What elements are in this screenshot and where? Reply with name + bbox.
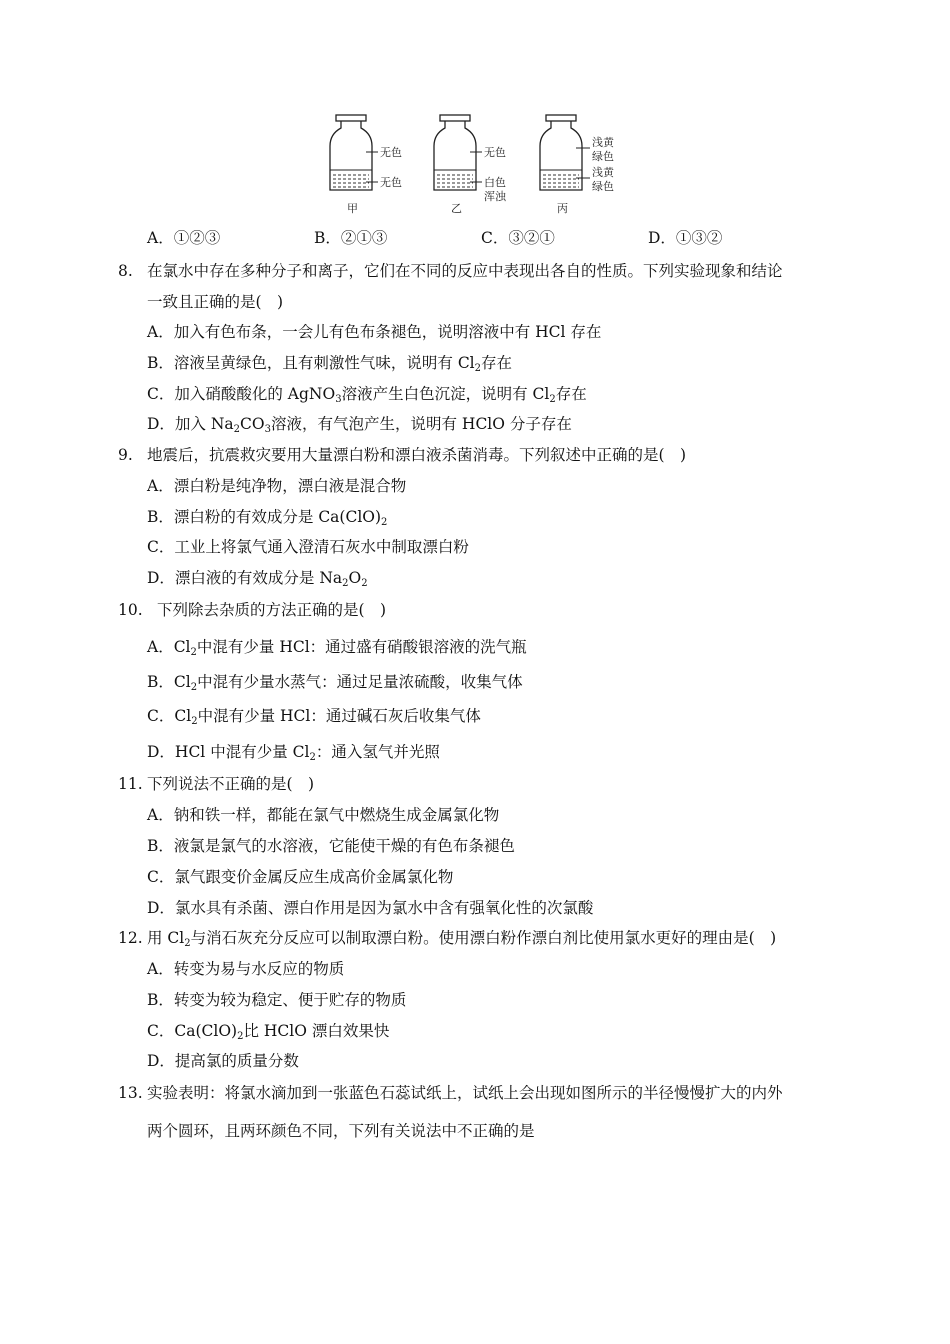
q11-number: 11. <box>118 775 143 793</box>
q10-a-sub: 2 <box>190 647 197 658</box>
q10-b-text-end: 中混有少量水蒸气：通过足量浓硫酸，收集气体 <box>197 673 523 691</box>
q13-number: 13. <box>118 1084 143 1102</box>
q10-b-text: B．Cl <box>147 673 191 691</box>
q10-a-text-end: 中混有少量 HCl：通过盛有硝酸银溶液的洗气瓶 <box>196 638 527 656</box>
bottle-yi-top-label: 无色 <box>484 146 506 159</box>
q7-option-b: B．②①③ <box>314 229 388 247</box>
q12-number: 12. <box>118 929 143 947</box>
q8-b-sub: 2 <box>474 363 482 374</box>
q10-c-text: C．Cl <box>147 707 192 725</box>
q11-option-c: C．氯气跟变价金属反应生成高价金属氯化物 <box>147 868 454 886</box>
q10-a-text: A．Cl <box>147 638 191 656</box>
q9-number: 9. <box>118 446 133 464</box>
q8-d-text-end: 溶液，有气泡产生，说明有 HClO 分子存在 <box>271 415 572 433</box>
bottle-bing-name: 丙 <box>557 202 568 215</box>
q8-option-b <box>147 353 512 373</box>
q10-number: 10. <box>118 601 143 619</box>
q8-c-text: C．加入硝酸酸化的 AgNO <box>147 385 336 403</box>
q7-option-d: D．①③② <box>648 229 723 247</box>
q8-d-text-mid: CO <box>240 415 265 433</box>
q12-c-text-end: 比 HClO 漂白效果快 <box>243 1022 390 1040</box>
q8-stem-line1: 在氯水中存在多种分子和离子，它们在不同的反应中表现出各自的性质。下列实验现象和结论 <box>147 262 783 280</box>
q10-c-sub: 2 <box>191 716 198 727</box>
q11-option-d: D．氯水具有杀菌、漂白作用是因为氯水中含有强氧化性的次氯酸 <box>147 899 594 917</box>
q8-option-d <box>147 414 572 434</box>
q9-b-sub: 2 <box>381 517 388 528</box>
q12-stem-text-end: 与消石灰充分反应可以制取漂白粉。使用漂白粉作漂白剂比使用氯水更好的理由是( ) <box>190 929 777 947</box>
q8-option-a: A．加入有色布条，一会儿有色布条褪色，说明溶液中有 HCl 存在 <box>147 323 602 341</box>
q8-d-sub2: 3 <box>264 424 271 435</box>
q8-c-sub2: 2 <box>549 394 556 405</box>
q10-d-text-end: ：通入氢气并光照 <box>315 743 440 761</box>
bottle-bing <box>540 115 615 215</box>
q9-option-d <box>147 568 368 588</box>
bottle-jia <box>330 115 402 215</box>
bottle-bing-bottom-label-1: 浅黄 <box>592 166 614 179</box>
q9-d-sub2: 2 <box>361 578 368 589</box>
q8-c-text-end: 存在 <box>555 385 587 403</box>
q9-option-c: C．工业上将氯气通入澄清石灰水中制取漂白粉 <box>147 538 469 556</box>
q12-stem-text: 用 Cl <box>147 929 185 947</box>
q8-c-text-mid: 溶液产生白色沉淀，说明有 Cl <box>341 385 550 403</box>
q9-option-a: A．漂白粉是纯净物，漂白液是混合物 <box>147 477 407 495</box>
q12-c-text: C．Ca(ClO) <box>147 1022 238 1040</box>
q7-option-c: C．③②① <box>481 229 555 247</box>
q8-option-c <box>147 384 587 404</box>
q8-b-text: B．溶液呈黄绿色，且有刺激性气味，说明有 Cl <box>147 354 475 372</box>
q13-stem-line2: 两个圆环，且两环颜色不同，下列有关说法中不正确的是 <box>147 1122 535 1140</box>
gas-bottles-figure <box>326 112 626 222</box>
q7-option-a: A．①②③ <box>147 229 221 247</box>
q10-stem-line1: 下列除去杂质的方法正确的是( ) <box>157 601 387 619</box>
q11-stem-line1: 下列说法不正确的是( ) <box>147 775 315 793</box>
q10-option-c <box>147 706 481 726</box>
q13-stem-line1: 实验表明：将氯水滴加到一张蓝色石蕊试纸上，试纸上会出现如图所示的半径慢慢扩大的内外 <box>147 1084 783 1102</box>
q9-b-text: B．漂白粉的有效成分是 Ca(ClO) <box>147 508 382 526</box>
bottle-bing-top-label-2: 绿色 <box>592 150 614 163</box>
q10-d-sub: 2 <box>309 752 316 763</box>
bottle-bing-bottom-label-2: 绿色 <box>592 180 614 193</box>
bottle-jia-top-label: 无色 <box>380 146 402 159</box>
q9-d-sub: 2 <box>342 578 349 589</box>
q12-c-sub: 2 <box>237 1031 244 1042</box>
q10-option-d <box>147 742 440 762</box>
q10-d-text: D．HCl 中混有少量 Cl <box>147 743 310 761</box>
q10-b-sub: 2 <box>190 682 198 693</box>
q12-option-d: D．提高氯的质量分数 <box>147 1052 299 1070</box>
q10-c-text-end: 中混有少量 HCl：通过碱石灰后收集气体 <box>197 707 481 725</box>
bottle-yi-name: 乙 <box>451 202 462 215</box>
bottle-yi-bottom-label-1: 白色 <box>484 176 506 189</box>
q8-c-sub: 3 <box>335 394 342 405</box>
bottle-jia-bottom-label: 无色 <box>380 176 402 189</box>
q12-stem-sub: 2 <box>184 938 191 949</box>
q12-stem-line1 <box>147 928 776 948</box>
q10-option-a <box>147 637 527 657</box>
bottle-jia-name: 甲 <box>347 202 358 215</box>
q8-b-text-end: 存在 <box>481 354 513 372</box>
q11-option-b: B．液氯是氯气的水溶液，它能使干燥的有色布条褪色 <box>147 837 515 855</box>
q12-option-a: A．转变为易与水反应的物质 <box>147 960 345 978</box>
q8-d-sub: 2 <box>233 424 241 435</box>
q12-option-c <box>147 1021 389 1041</box>
q8-d-text: D．加入 Na <box>147 415 234 433</box>
q8-number: 8. <box>118 262 133 280</box>
q11-option-a: A．钠和铁一样，都能在氯气中燃烧生成金属氯化物 <box>147 806 500 824</box>
bottle-bing-top-label-1: 浅黄 <box>592 136 614 149</box>
q8-stem-line2: 一致且正确的是( ) <box>147 293 284 311</box>
q9-d-text-mid: O <box>348 569 362 587</box>
q9-d-text: D．漂白液的有效成分是 Na <box>147 569 343 587</box>
bottle-yi <box>434 115 507 215</box>
q12-option-b: B．转变为较为稳定、便于贮存的物质 <box>147 991 407 1009</box>
q10-option-b <box>147 672 523 692</box>
q9-option-b <box>147 507 387 527</box>
bottle-yi-bottom-label-2: 浑浊 <box>484 190 506 203</box>
q9-stem-line1: 地震后，抗震救灾要用大量漂白粉和漂白液杀菌消毒。下列叙述中正确的是( ) <box>147 446 687 464</box>
